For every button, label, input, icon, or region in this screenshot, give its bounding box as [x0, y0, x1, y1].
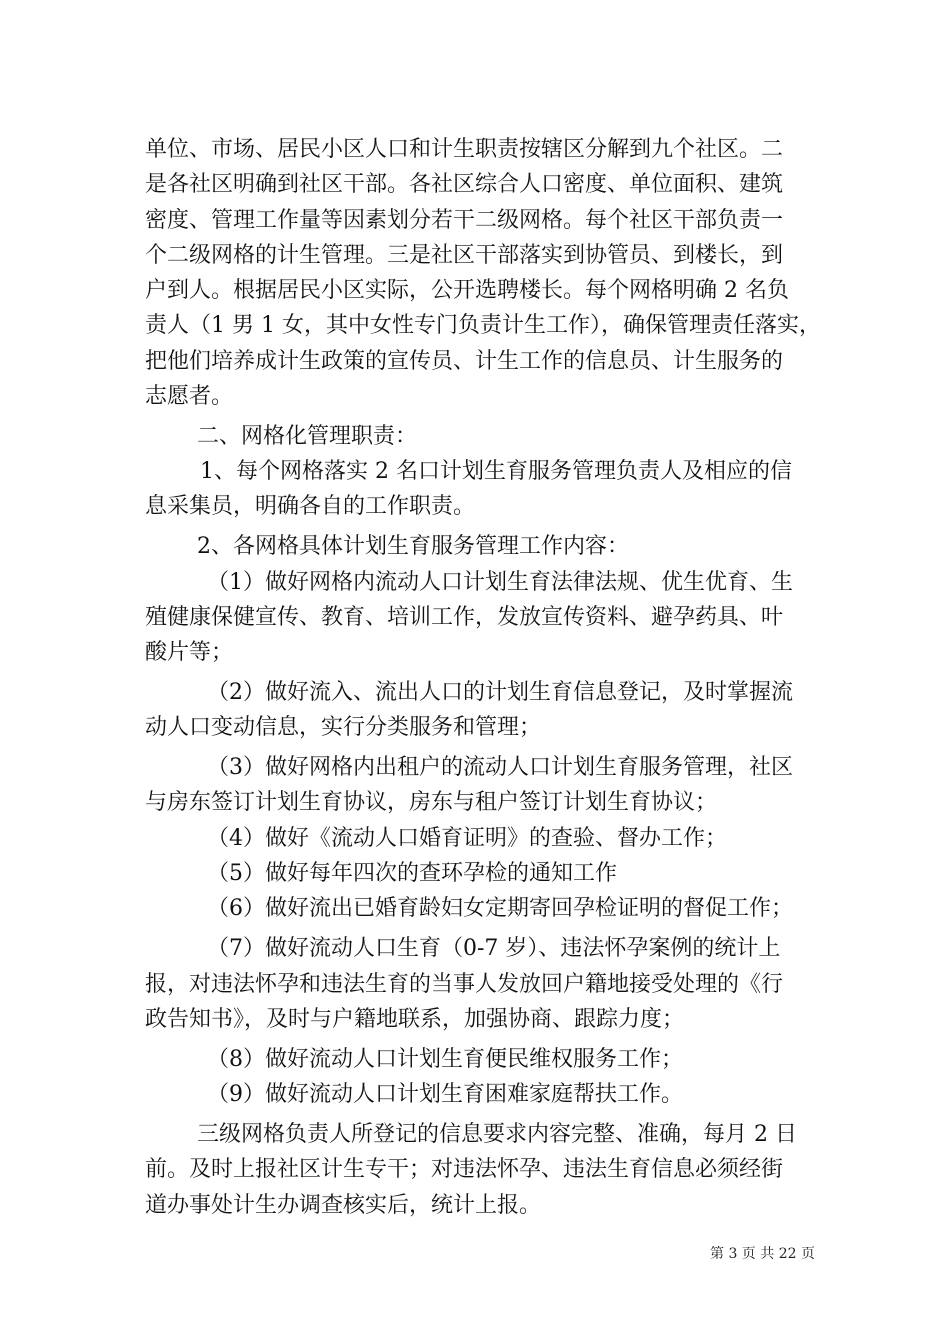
list-item-line: 与房东签订计划生育协议，房东与租户签订计划生育协议；	[145, 790, 718, 815]
paragraph-line: 志愿者。	[145, 384, 234, 409]
paragraph-line: 责人（1 男 1 女，其中女性专门负责计生工作），确保管理责任落实，	[145, 313, 821, 338]
list-item-line: 政告知书》，及时与户籍地联系，加强协商、跟踪力度；	[145, 1007, 685, 1032]
list-item-line: （8）做好流动人口计划生育便民维权服务工作；	[207, 1047, 683, 1072]
paragraph-line: 是各社区明确到社区干部。各社区综合人口密度、单位面积、建筑	[145, 172, 784, 197]
paragraph-line: 户到人。根据居民小区实际，公开选聘楼长。每个网格明确 2 名负	[145, 278, 789, 303]
list-item-line: （1）做好网格内流动人口计划生育法律法规、优生优育、生	[207, 570, 793, 595]
list-item-line: 动人口变动信息，实行分类服务和管理；	[145, 715, 542, 740]
paragraph-line: 把他们培养成计生政策的宣传员、计生工作的信息员、计生服务的	[145, 349, 784, 374]
paragraph-line: 密度、管理工作量等因素划分若干二级网格。每个社区干部负责一	[145, 208, 784, 233]
list-item-line: 酸片等；	[145, 640, 234, 665]
paragraph-line: 1、每个网格落实 2 名口计划生育服务管理负责人及相应的信	[200, 459, 792, 484]
list-item-line: （7）做好流动人口生育（0-7 岁）、违法怀孕案例的统计上	[207, 936, 781, 961]
paragraph-line: 前。及时上报社区计生专干；对违法怀孕、违法生育信息必须经街	[145, 1157, 784, 1182]
list-item-line: 殖健康保健宣传、教育、培训工作，发放宣传资料、避孕药具、叶	[145, 605, 784, 630]
paragraph-line: 息采集员，明确各自的工作职责。	[145, 494, 476, 519]
list-item-line: （2）做好流入、流出人口的计划生育信息登记，及时掌握流	[207, 680, 793, 705]
list-item-line: （6）做好流出已婚育龄妇女定期寄回孕检证明的督促工作；	[207, 896, 793, 921]
list-item-line: （4）做好《流动人口婚育证明》的查验、督办工作；	[207, 826, 727, 851]
paragraph-line: 道办事处计生办调查核实后，统计上报。	[145, 1193, 542, 1218]
list-item-line: （5）做好每年四次的查环孕检的通知工作	[207, 861, 617, 886]
paragraph-line: 2、各网格具体计划生育服务管理工作内容：	[197, 534, 629, 559]
page-number-footer: 第 3 页 共 22 页	[710, 1246, 815, 1262]
section-heading: 二、网格化管理职责：	[197, 424, 418, 449]
paragraph-line: 三级网格负责人所登记的信息要求内容完整、准确，每月 2 日	[197, 1122, 797, 1147]
paragraph-line: 个二级网格的计生管理。三是社区干部落实到协管员、到楼长，到	[145, 243, 784, 268]
list-item-line: （9）做好流动人口计划生育困难家庭帮扶工作。	[207, 1082, 683, 1107]
list-item-line: （3）做好网格内出租户的流动人口计划生育服务管理，社区	[207, 755, 793, 780]
list-item-line: 报，对违法怀孕和违法生育的当事人发放回户籍地接受处理的《行	[145, 972, 784, 997]
paragraph-line: 单位、市场、居民小区人口和计生职责按辖区分解到九个社区。二	[145, 137, 784, 162]
